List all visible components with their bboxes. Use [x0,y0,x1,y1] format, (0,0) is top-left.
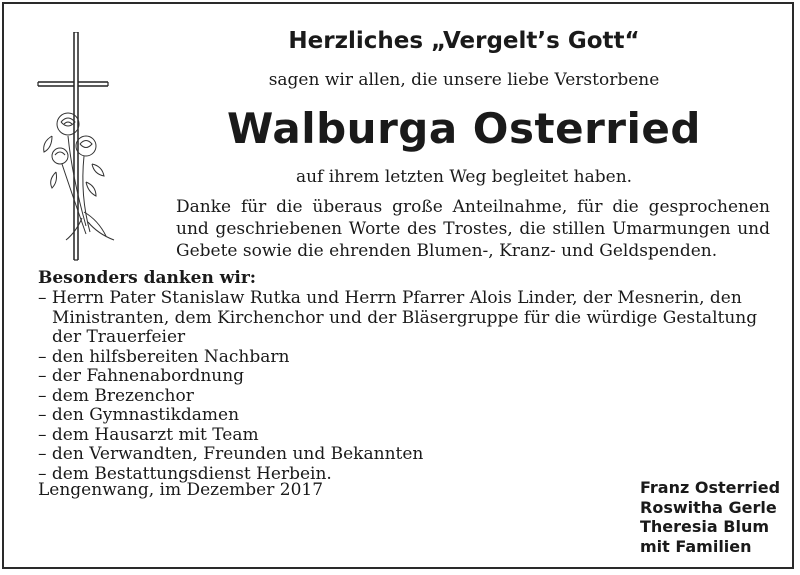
after-name-text: auf ihrem letzten Weg begleitet haben. [295,167,633,187]
cross-with-roses-icon [34,32,144,262]
signers-block [640,478,780,556]
list-item: – Herrn Pater Stanislaw Rutka und Herrn Pfarrer Alois Linder, der Mesnerin, den Ministranten, dem Kirchenchor und der Bläsergruppe für die würdige Gestaltung der Trauerfeier [38,288,758,347]
thanks-paragraph: Danke für die überaus große Anteilnahme, für die gesprochenen und geschriebenen Worte des Trostes, die stillen Umarmungen und Gebete sowie die ehrenden Blumen-, Kranz- und Geldspenden. [176,197,770,261]
list-item: – der Fahnenabordnung [38,366,245,386]
signer-name: Theresia Blum [640,517,770,536]
list-item: – den hilfsbereiten Nachbarn [38,346,290,367]
list-item: – dem Hausarzt mit Team [38,424,259,445]
list-item: – den Gymnastikdamen [38,405,240,425]
signer-name: mit Familien [640,536,752,556]
deceased-name: Walburga Osterried [227,104,701,153]
intro-text: sagen wir allen, die unsere liebe Verstorbene [268,70,660,90]
signer-name: Franz Osterried [640,478,781,497]
special-thanks-list [38,289,778,484]
list-item: – dem Bestattungsdienst Herbein. [38,463,332,484]
obituary-card [2,2,794,569]
list-item: – den Verwandten, Freunden und Bekannten [38,444,424,464]
place-date: Lengenwang, im Dezember 2017 [38,480,324,500]
list-item: – dem Brezenchor [38,385,194,406]
thanks-heading-title: Herzliches „Vergelt’s Gott“ [288,28,640,54]
special-thanks-heading: Besonders danken wir: [38,268,257,288]
signer-name: Roswitha Gerle [640,497,777,517]
